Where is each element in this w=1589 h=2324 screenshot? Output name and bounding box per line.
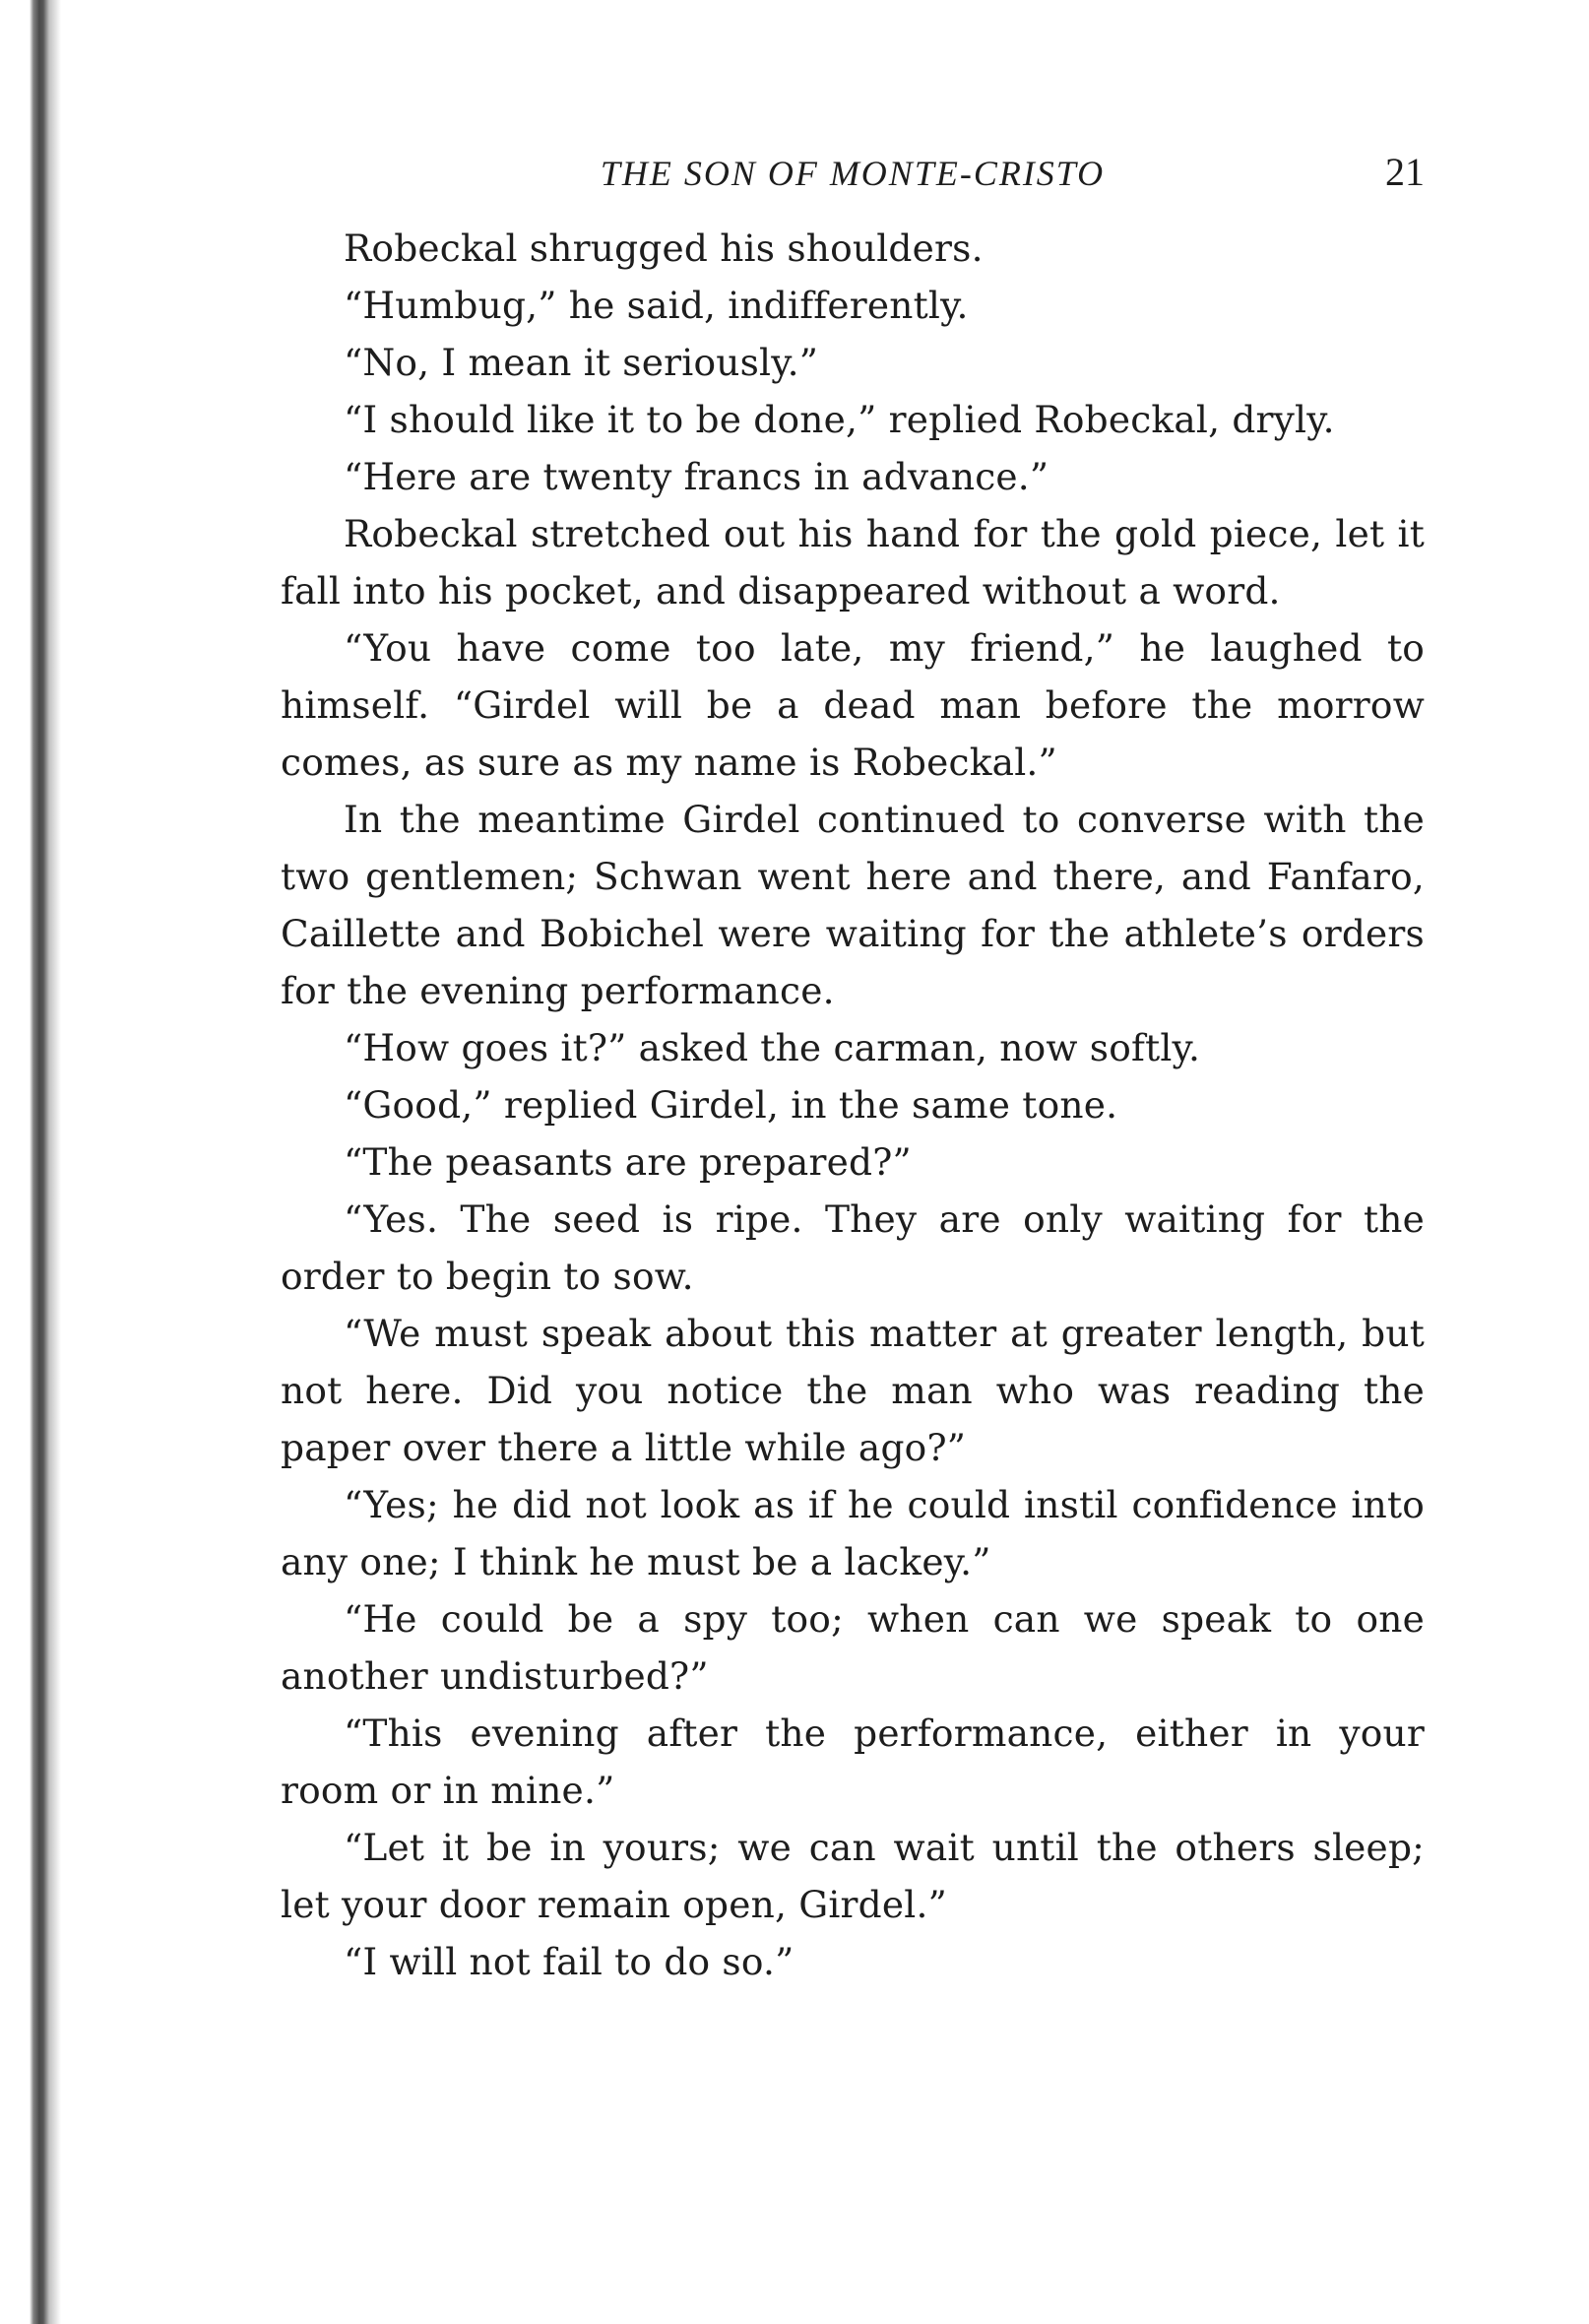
paragraph: In the meantime Girdel continued to converse with the two gentlemen; Schwan went here and there, and Fanfaro, Caillette and Bobichel were waiting for the athlete’s orders for the evening performance.	[281, 798, 1425, 1012]
paragraph: “How goes it?” asked the carman, now softly.	[344, 1026, 1201, 1069]
page-number: 21	[1385, 150, 1425, 194]
paragraph: “Here are twenty francs in advance.”	[344, 455, 1049, 498]
paragraph: “Yes; he did not look as if he could instil confidence into any one; I think he must be a lackey.”	[281, 1483, 1425, 1583]
running-head	[281, 150, 1425, 200]
paragraph: “He could be a spy too; when can we speak to one another undisturbed?”	[281, 1597, 1425, 1698]
paragraph: Robeckal stretched out his hand for the gold piece, let it fall into his pocket, and disappeared without a word.	[281, 512, 1425, 613]
page-binding-edge	[0, 0, 69, 2324]
paragraph: “Yes. The seed is ripe. They are only waiting for the order to begin to sow.	[281, 1197, 1425, 1298]
paragraph: “The peasants are prepared?”	[344, 1140, 912, 1184]
paragraph: Robeckal shrugged his shoulders.	[344, 226, 984, 270]
paragraph: “I will not fail to do so.”	[344, 1940, 794, 1983]
paragraph: “Let it be in yours; we can wait until the others sleep; let your door remain open, Girdel.”	[281, 1826, 1425, 1926]
paragraph: “This evening after the performance, either in your room or in mine.”	[281, 1711, 1425, 1812]
paragraph: “I should like it to be done,” replied Robeckal, dryly.	[344, 398, 1335, 441]
paragraph: “You have come too late, my friend,” he laughed to himself. “Girdel will be a dead man before the morrow comes, as sure as my name is Robeckal.”	[281, 626, 1425, 784]
body-text	[281, 220, 1425, 1990]
paragraph: “Good,” replied Girdel, in the same tone.	[344, 1083, 1118, 1127]
paragraph: “We must speak about this matter at greater length, but not here. Did you notice the man who was reading the paper over there a little while ago?”	[281, 1312, 1425, 1469]
paragraph: “No, I mean it seriously.”	[344, 341, 819, 384]
running-title: THE SON OF MONTE-CRISTO	[600, 154, 1106, 193]
book-page	[281, 150, 1425, 1990]
paragraph: “Humbug,” he said, indifferently.	[344, 284, 969, 327]
